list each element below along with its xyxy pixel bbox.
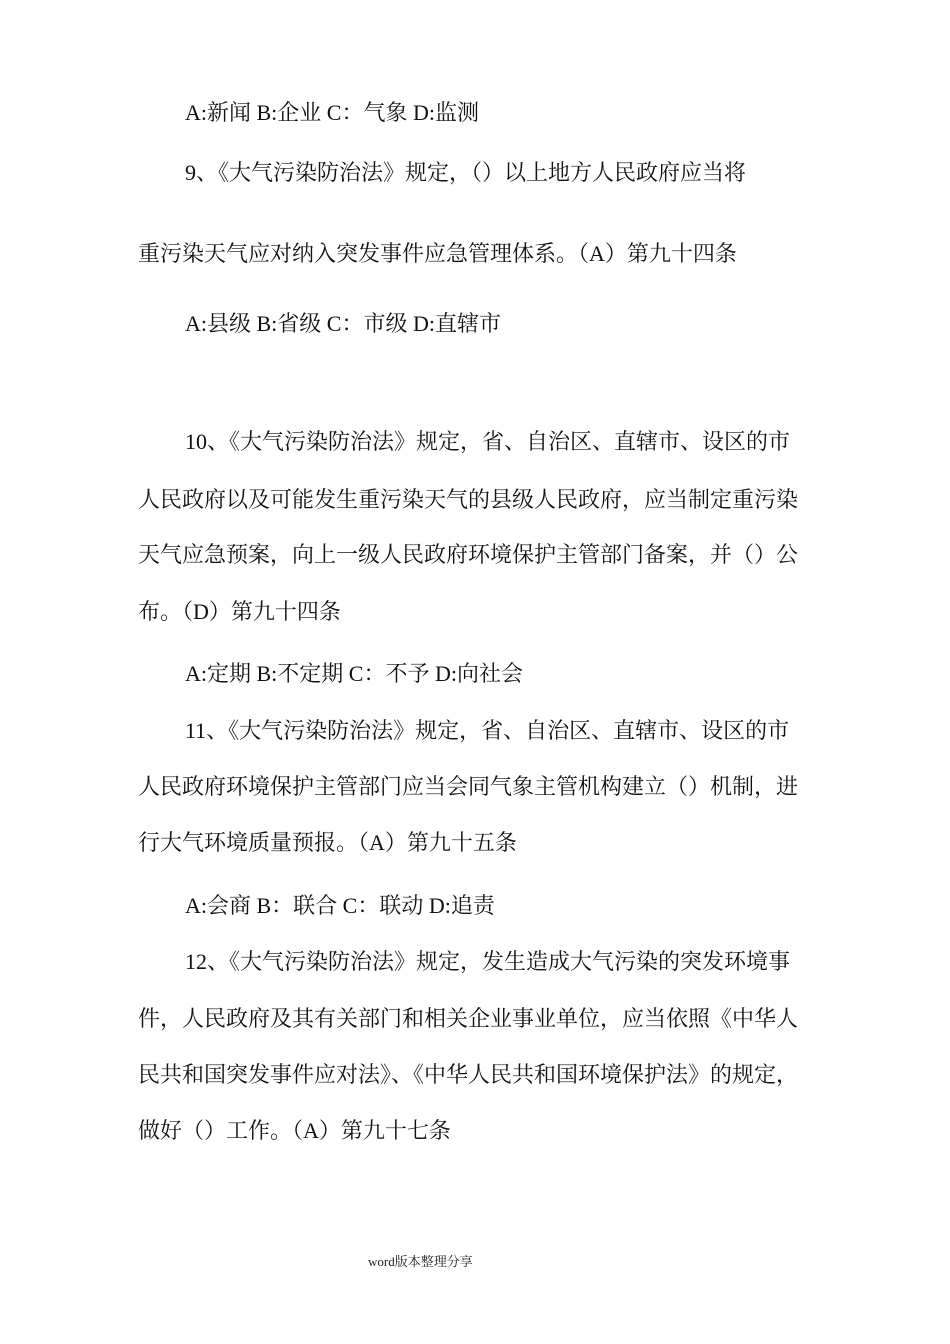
options-q8: A:新闻 B:企业 C：气象 D:监测 [185, 100, 479, 125]
question-9-line-1: 9、《大气污染防治法》规定，（）以上地方人民政府应当将 [185, 160, 747, 185]
options-q10: A:定期 B:不定期 C：不予 D:向社会 [185, 661, 523, 686]
question-11-line-2: 人民政府环境保护主管部门应当会同气象主管机构建立（）机制，进 [138, 774, 799, 799]
question-10-line-4: 布。（D）第九十四条 [138, 599, 341, 624]
options-q11: A:会商 B：联合 C：联动 D:追责 [185, 893, 495, 918]
question-10-line-2: 人民政府以及可能发生重污染天气的县级人民政府，应当制定重污染 [138, 487, 799, 512]
question-9-line-2: 重污染天气应对纳入突发事件应急管理体系。（A）第九十四条 [138, 241, 737, 266]
question-11-line-3: 行大气环境质量预报。（A）第九十五条 [138, 830, 517, 855]
question-10-line-1: 10、《大气污染防治法》规定，省、自治区、直辖市、设区的市 [185, 429, 791, 454]
question-12-line-1: 12、《大气污染防治法》规定，发生造成大气污染的突发环境事 [185, 949, 791, 974]
question-11-line-1: 11、《大气污染防治法》规定，省、自治区、直辖市、设区的市 [185, 718, 790, 743]
page-footer: word版本整理分享 [368, 1254, 473, 1269]
options-q9: A:县级 B:省级 C：市级 D:直辖市 [185, 311, 501, 336]
question-12-line-3: 民共和国突发事件应对法》、《中华人民共和国环境保护法》的规定， [138, 1062, 799, 1087]
question-12-line-4: 做好（）工作。（A）第九十七条 [138, 1118, 451, 1143]
question-12-line-2: 件，人民政府及其有关部门和相关企业事业单位，应当依照《中华人 [138, 1006, 799, 1031]
question-10-line-3: 天气应急预案，向上一级人民政府环境保护主管部门备案，并（）公 [138, 542, 799, 567]
